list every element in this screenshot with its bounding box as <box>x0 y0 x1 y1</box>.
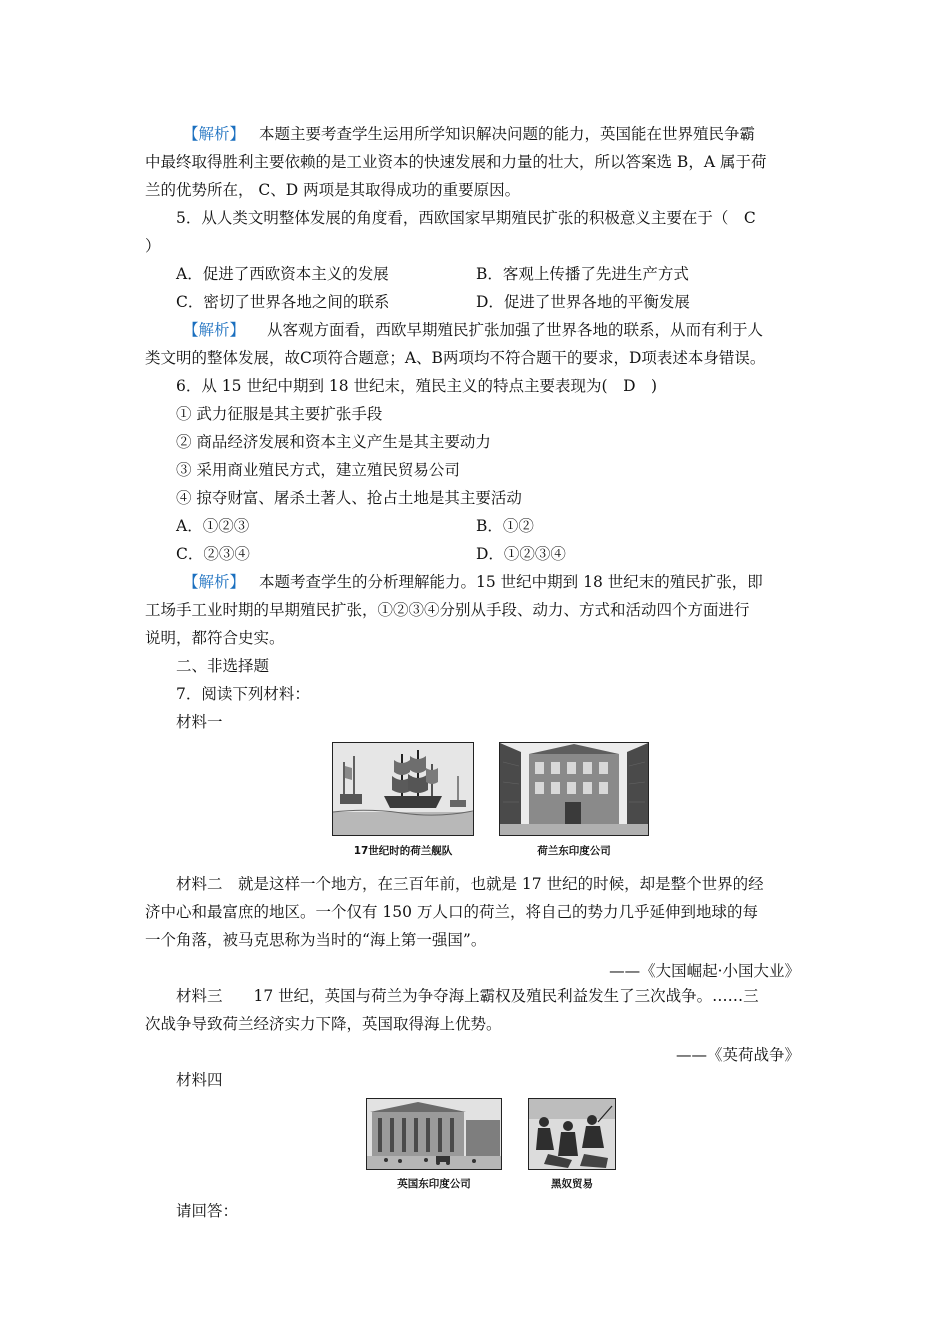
material-2-line3: 一个角落，被马克思称为当时的“海上第一强国”。 <box>145 931 487 949</box>
q6-option-a: A．①②③ <box>176 517 250 535</box>
analysis-tag: 【解析】 <box>183 125 246 143</box>
q5-option-c: C．密切了世界各地之间的联系 <box>176 293 390 311</box>
please-answer: 请回答： <box>176 1202 239 1220</box>
q5-stem: 5．从人类文明整体发展的角度看，西欧国家早期殖民扩张的积极意义主要在于（ C <box>176 209 756 227</box>
q6-item-1: ① 武力征服是其主要扩张手段 <box>176 405 383 423</box>
q5-option-d: D．促进了世界各地的平衡发展 <box>476 293 690 311</box>
q4-analysis-line3: 兰的优势所在， C、D 两项是其取得成功的重要原因。 <box>145 181 521 199</box>
q6-option-c: C．②③④ <box>176 545 250 563</box>
dutch-fleet-image <box>332 742 474 836</box>
dutch-fleet-caption: 17世纪时的荷兰舰队 <box>353 845 453 857</box>
slave-trade-image <box>528 1098 616 1170</box>
q5-stem-close: ） <box>145 237 161 255</box>
analysis-tag: 【解析】 <box>183 573 246 591</box>
material-3-source: ——《英荷战争》 <box>675 1046 800 1064</box>
dutch-east-india-company-image <box>499 742 649 836</box>
q5-analysis-line1: 【解析】 从客观方面看，西欧早期殖民扩张加强了世界各地的联系，从而有利于人 <box>183 321 764 339</box>
q5-analysis-line2: 类文明的整体发展，故C项符合题意；A、B两项均不符合题干的要求，D项表述本身错误。 <box>145 349 766 367</box>
q6-item-4: ④ 掠夺财富、屠杀土著人、抢占土地是其主要活动 <box>176 489 522 507</box>
q6-stem: 6．从 15 世纪中期到 18 世纪末，殖民主义的特点主要表现为( D ) <box>176 377 658 395</box>
q6-option-d: D．①②③④ <box>476 545 566 563</box>
material-2-line1: 材料二 就是这样一个地方，在三百年前，也就是 17 世纪的时候，却是整个世界的经 <box>176 875 764 893</box>
british-east-india-company-image <box>366 1098 502 1170</box>
q4-analysis-line2: 中最终取得胜利主要依赖的是工业资本的快速发展和力量的壮大，所以答案选 B，A 属于荷 <box>145 153 767 171</box>
material-4-label: 材料四 <box>176 1071 223 1089</box>
dutch-east-india-company-caption: 荷兰东印度公司 <box>537 845 611 857</box>
q6-option-b: B．①② <box>476 517 534 535</box>
material-1-label: 材料一 <box>176 713 223 731</box>
material-3-line2: 次战争导致荷兰经济实力下降，英国取得海上优势。 <box>145 1015 502 1033</box>
q6-item-3: ③ 采用商业殖民方式，建立殖民贸易公司 <box>176 461 460 479</box>
material-2-line2: 济中心和最富庶的地区。一个仅有 150 万人口的荷兰，将自己的势力几乎延伸到地球的每 <box>145 903 758 921</box>
q5-option-a: A．促进了西欧资本主义的发展 <box>176 265 389 283</box>
section-heading: 二、非选择题 <box>176 657 270 675</box>
q7-stem: 7．阅读下列材料： <box>176 685 310 703</box>
slave-trade-caption: 黑奴贸易 <box>551 1178 593 1190</box>
analysis-tag: 【解析】 <box>183 321 246 339</box>
q4-analysis-line1: 【解析】 本题主要考查学生运用所学知识解决问题的能力，英国能在世界殖民争霸 <box>183 125 756 143</box>
q6-analysis-line1: 【解析】 本题考查学生的分析理解能力。15 世纪中期到 18 世纪末的殖民扩张，即 <box>183 573 763 591</box>
q6-analysis-line3: 说明，都符合史实。 <box>145 629 285 647</box>
material-3-line1: 材料三 17 世纪，英国与荷兰为争夺海上霸权及殖民利益发生了三次战争。……三 <box>176 987 759 1005</box>
q6-item-2: ② 商品经济发展和资本主义产生是其主要动力 <box>176 433 491 451</box>
british-east-india-company-caption: 英国东印度公司 <box>397 1178 471 1190</box>
q5-option-b: B．客观上传播了先进生产方式 <box>476 265 689 283</box>
q6-analysis-line2: 工场手工业时期的早期殖民扩张，①②③④分别从手段、动力、方式和活动四个方面进行 <box>145 601 750 619</box>
material-2-source: ——《大国崛起·小国大业》 <box>609 962 800 980</box>
